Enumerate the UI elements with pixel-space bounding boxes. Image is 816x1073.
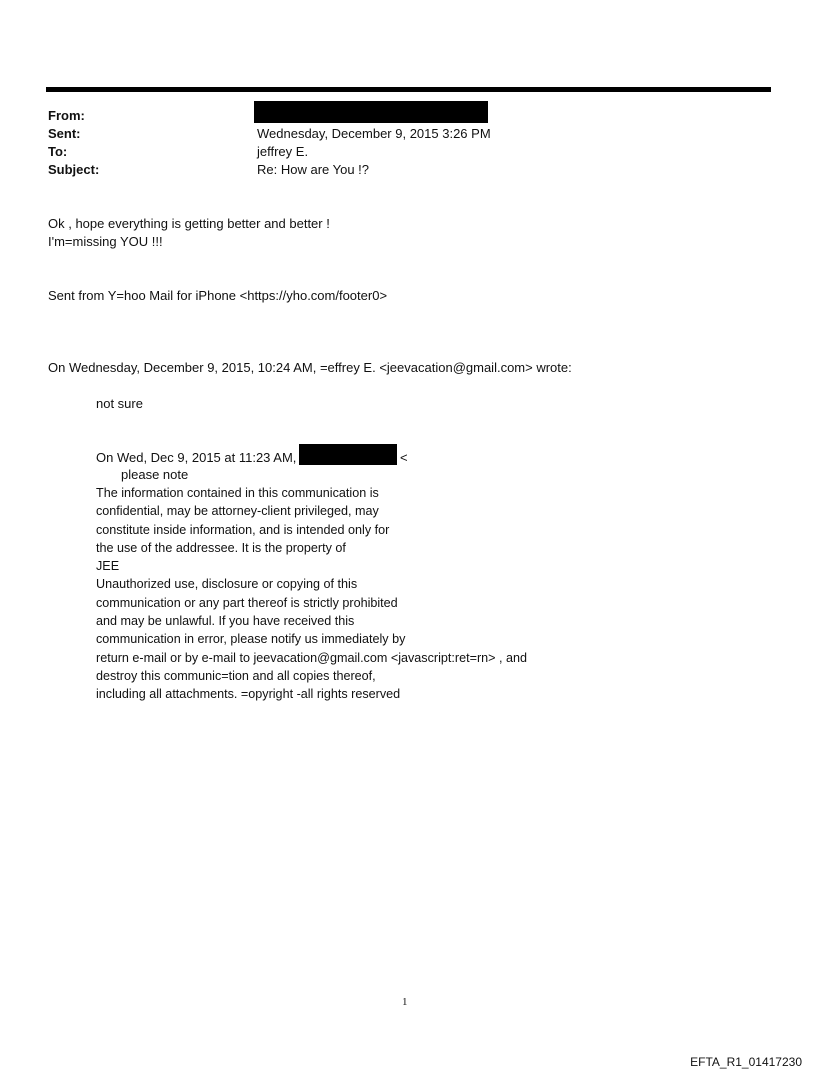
nested-sender-redaction — [299, 444, 397, 465]
nested-quote-bracket: < — [400, 450, 408, 465]
disclaimer-line: constitute inside information, and is intended only for — [96, 522, 390, 537]
mobile-signature: Sent from Y=hoo Mail for iPhone <https://yho.com/footer0> — [48, 288, 388, 303]
page-number: 1 — [402, 996, 408, 1008]
confidentiality-disclaimer — [96, 484, 527, 704]
subject-label: Subject: — [48, 162, 100, 177]
disclaimer-line: JEE — [96, 559, 120, 574]
quote-header: On Wednesday, December 9, 2015, 10:24 AM, =effrey E. <jeevacation@gmail.com> wrote: — [48, 360, 572, 375]
sent-value: Wednesday, December 9, 2015 3:26 PM — [257, 126, 491, 141]
from-redaction — [254, 101, 488, 123]
sent-label: Sent: — [48, 126, 81, 141]
disclaimer-line: and may be unlawful. If you have received this — [96, 614, 355, 629]
to-value: jeffrey E. — [257, 144, 309, 159]
disclaimer-line: communication or any part thereof is strictly prohibited — [96, 595, 398, 610]
to-label: To: — [48, 144, 68, 159]
header-rule — [46, 87, 771, 92]
disclaimer-line: communication in error, please notify us immediately by — [96, 632, 406, 647]
disclaimer-line: destroy this communic=tion and all copies thereof, — [96, 668, 376, 683]
disclaimer-line: return e-mail or by e-mail to jeevacation@gmail.com <javascript:ret=rn> , and — [96, 650, 528, 665]
body-line-2: I'm=missing YOU !!! — [48, 234, 163, 249]
disclaimer-line: confidential, may be attorney-client privileged, may — [96, 504, 379, 519]
from-label: From: — [48, 108, 85, 123]
nested-quote-header: On Wed, Dec 9, 2015 at 11:23 AM, — [96, 450, 297, 465]
disclaimer-line: the use of the addressee. It is the property of — [96, 540, 346, 555]
disclaimer-line: The information contained in this communication is — [96, 486, 379, 500]
bates-number: EFTA_R1_01417230 — [690, 1055, 802, 1069]
please-note: please note — [121, 467, 189, 482]
body-line-1: Ok , hope everything is getting better and better ! — [48, 216, 330, 231]
disclaimer-line: Unauthorized use, disclosure or copying of this — [96, 577, 358, 592]
disclaimer-line: including all attachments. =opyright -all rights reserved — [96, 687, 401, 702]
subject-value: Re: How are You !? — [257, 162, 370, 177]
reply-text: not sure — [96, 396, 143, 411]
